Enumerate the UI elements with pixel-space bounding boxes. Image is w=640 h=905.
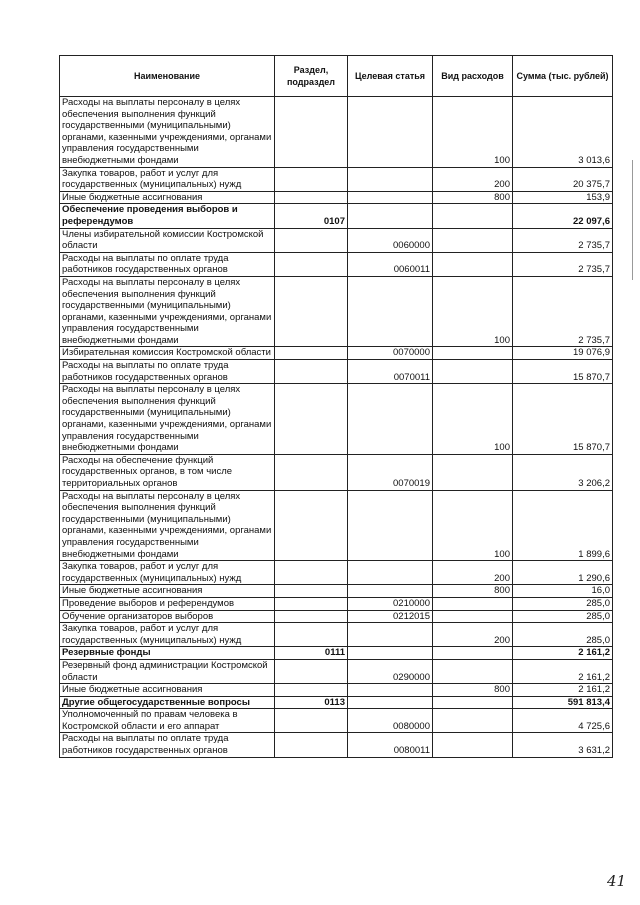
row-target-cell: 0070011 xyxy=(348,360,433,384)
row-name-cell: Избирательная комиссия Костромской области xyxy=(60,347,275,360)
table-row xyxy=(60,733,613,757)
row-name-cell: Расходы на выплаты персоналу в целях обеспечения выполнения функций государственными (муниципальными) органами, казенными учреждениями, органами управления государственными внебюджетными фондами xyxy=(60,276,275,347)
table-row xyxy=(60,561,613,585)
row-sum-cell: 16,0 xyxy=(513,585,613,598)
table-row xyxy=(60,167,613,191)
row-section-cell xyxy=(275,252,348,276)
row-sum-cell: 3 206,2 xyxy=(513,454,613,490)
row-name-cell: Иные бюджетные ассигнования xyxy=(60,585,275,598)
row-type-cell xyxy=(433,733,513,757)
row-name-cell: Расходы на выплаты по оплате труда работников государственных органов xyxy=(60,360,275,384)
row-section-cell xyxy=(275,384,348,455)
row-sum-cell: 15 870,7 xyxy=(513,384,613,455)
row-type-cell xyxy=(433,228,513,252)
row-type-cell: 100 xyxy=(433,490,513,561)
table-row xyxy=(60,647,613,660)
table-header-row xyxy=(60,56,613,97)
table-row xyxy=(60,684,613,697)
row-sum-cell: 591 813,4 xyxy=(513,696,613,709)
row-section-cell xyxy=(275,610,348,623)
table-row xyxy=(60,454,613,490)
row-type-cell: 100 xyxy=(433,276,513,347)
row-target-cell xyxy=(348,191,433,204)
row-name-cell: Другие общегосударственные вопросы xyxy=(60,696,275,709)
row-type-cell xyxy=(433,360,513,384)
row-sum-cell: 15 870,7 xyxy=(513,360,613,384)
row-target-cell: 0080011 xyxy=(348,733,433,757)
row-section-cell xyxy=(275,228,348,252)
row-name-cell: Резервный фонд администрации Костромской области xyxy=(60,659,275,683)
row-name-cell: Расходы на выплаты по оплате труда работников государственных органов xyxy=(60,733,275,757)
row-sum-cell: 153,9 xyxy=(513,191,613,204)
row-type-cell xyxy=(433,204,513,228)
row-sum-cell: 2 735,7 xyxy=(513,252,613,276)
row-target-cell: 0290000 xyxy=(348,659,433,683)
row-target-cell: 0070000 xyxy=(348,347,433,360)
table-row xyxy=(60,360,613,384)
row-section-cell xyxy=(275,561,348,585)
row-section-cell xyxy=(275,360,348,384)
row-name-cell: Расходы на выплаты по оплате труда работников государственных органов xyxy=(60,252,275,276)
table-row xyxy=(60,597,613,610)
header-name: Наименование xyxy=(60,56,275,97)
row-type-cell: 800 xyxy=(433,684,513,697)
row-target-cell xyxy=(348,561,433,585)
row-sum-cell: 2 735,7 xyxy=(513,228,613,252)
row-name-cell: Члены избирательной комиссии Костромской области xyxy=(60,228,275,252)
header-sum: Сумма (тыс. рублей) xyxy=(513,56,613,97)
row-name-cell: Иные бюджетные ассигнования xyxy=(60,684,275,697)
table-row xyxy=(60,252,613,276)
row-section-cell xyxy=(275,347,348,360)
row-sum-cell: 2 735,7 xyxy=(513,276,613,347)
row-target-cell xyxy=(348,490,433,561)
row-section-cell xyxy=(275,167,348,191)
row-type-cell: 200 xyxy=(433,623,513,647)
row-type-cell: 800 xyxy=(433,585,513,598)
table-row xyxy=(60,204,613,228)
row-name-cell: Иные бюджетные ассигнования xyxy=(60,191,275,204)
row-section-cell xyxy=(275,454,348,490)
row-name-cell: Закупка товаров, работ и услуг для государственных (муниципальных) нужд xyxy=(60,623,275,647)
row-name-cell: Обеспечение проведения выборов и референдумов xyxy=(60,204,275,228)
row-type-cell xyxy=(433,347,513,360)
row-target-cell: 0212015 xyxy=(348,610,433,623)
row-target-cell xyxy=(348,167,433,191)
row-type-cell xyxy=(433,252,513,276)
header-section: Раздел, подраздел xyxy=(275,56,348,97)
table-row xyxy=(60,490,613,561)
row-target-cell xyxy=(348,204,433,228)
table-row xyxy=(60,191,613,204)
row-type-cell xyxy=(433,647,513,660)
row-section-cell: 0113 xyxy=(275,696,348,709)
row-target-cell xyxy=(348,684,433,697)
row-name-cell: Проведение выборов и референдумов xyxy=(60,597,275,610)
row-name-cell: Закупка товаров, работ и услуг для государственных (муниципальных) нужд xyxy=(60,561,275,585)
table-row xyxy=(60,696,613,709)
row-name-cell: Расходы на выплаты персоналу в целях обеспечения выполнения функций государственными (муниципальными) органами, казенными учреждениями, органами управления государственными внебюджетными фондами xyxy=(60,384,275,455)
row-name-cell: Расходы на выплаты персоналу в целях обеспечения выполнения функций государственными (муниципальными) органами, казенными учреждениями, органами управления государственными внебюджетными фондами xyxy=(60,490,275,561)
row-sum-cell: 22 097,6 xyxy=(513,204,613,228)
row-type-cell xyxy=(433,610,513,623)
row-section-cell xyxy=(275,733,348,757)
table-row xyxy=(60,228,613,252)
row-target-cell xyxy=(348,276,433,347)
row-sum-cell: 3 631,2 xyxy=(513,733,613,757)
header-type: Вид расходов xyxy=(433,56,513,97)
row-sum-cell: 2 161,2 xyxy=(513,659,613,683)
row-target-cell xyxy=(348,97,433,168)
row-section-cell xyxy=(275,585,348,598)
table-row xyxy=(60,610,613,623)
table-row xyxy=(60,97,613,168)
row-sum-cell: 3 013,6 xyxy=(513,97,613,168)
row-name-cell: Уполномоченный по правам человека в Костромской области и его аппарат xyxy=(60,709,275,733)
row-section-cell xyxy=(275,191,348,204)
row-type-cell xyxy=(433,659,513,683)
row-sum-cell: 2 161,2 xyxy=(513,684,613,697)
row-type-cell: 200 xyxy=(433,561,513,585)
row-type-cell: 800 xyxy=(433,191,513,204)
table-row xyxy=(60,709,613,733)
row-target-cell: 0060011 xyxy=(348,252,433,276)
row-target-cell: 0060000 xyxy=(348,228,433,252)
row-sum-cell: 19 076,9 xyxy=(513,347,613,360)
row-target-cell: 0210000 xyxy=(348,597,433,610)
row-type-cell xyxy=(433,709,513,733)
row-type-cell xyxy=(433,696,513,709)
row-sum-cell: 20 375,7 xyxy=(513,167,613,191)
row-section-cell xyxy=(275,684,348,697)
row-section-cell: 0107 xyxy=(275,204,348,228)
header-target: Целевая статья xyxy=(348,56,433,97)
row-type-cell xyxy=(433,597,513,610)
row-sum-cell: 285,0 xyxy=(513,597,613,610)
row-section-cell xyxy=(275,597,348,610)
row-target-cell xyxy=(348,384,433,455)
table-row xyxy=(60,276,613,347)
table-row xyxy=(60,585,613,598)
row-name-cell: Закупка товаров, работ и услуг для государственных (муниципальных) нужд xyxy=(60,167,275,191)
row-sum-cell: 1 899,6 xyxy=(513,490,613,561)
row-section-cell xyxy=(275,623,348,647)
table-row xyxy=(60,384,613,455)
row-target-cell: 0080000 xyxy=(348,709,433,733)
row-target-cell xyxy=(348,585,433,598)
row-section-cell xyxy=(275,97,348,168)
row-sum-cell: 1 290,6 xyxy=(513,561,613,585)
table-row xyxy=(60,659,613,683)
row-type-cell xyxy=(433,454,513,490)
row-type-cell: 100 xyxy=(433,97,513,168)
row-target-cell: 0070019 xyxy=(348,454,433,490)
row-name-cell: Расходы на выплаты персоналу в целях обеспечения выполнения функций государственными (муниципальными) органами, казенными учреждениями, органами управления государственными внебюджетными фондами xyxy=(60,97,275,168)
row-section-cell xyxy=(275,490,348,561)
row-sum-cell: 285,0 xyxy=(513,610,613,623)
row-name-cell: Резервные фонды xyxy=(60,647,275,660)
row-sum-cell: 285,0 xyxy=(513,623,613,647)
row-section-cell xyxy=(275,276,348,347)
table-body xyxy=(60,97,613,758)
budget-table xyxy=(59,55,613,758)
scan-edge-line xyxy=(632,160,633,280)
row-section-cell xyxy=(275,659,348,683)
page-number: 41 xyxy=(607,872,627,890)
row-section-cell xyxy=(275,709,348,733)
row-sum-cell: 4 725,6 xyxy=(513,709,613,733)
row-sum-cell: 2 161,2 xyxy=(513,647,613,660)
row-name-cell: Расходы на обеспечение функций государственных органов, в том числе территориальных органов xyxy=(60,454,275,490)
row-type-cell: 200 xyxy=(433,167,513,191)
row-target-cell xyxy=(348,647,433,660)
table-row xyxy=(60,347,613,360)
row-name-cell: Обучение организаторов выборов xyxy=(60,610,275,623)
row-target-cell xyxy=(348,696,433,709)
row-section-cell: 0111 xyxy=(275,647,348,660)
row-type-cell: 100 xyxy=(433,384,513,455)
table-row xyxy=(60,623,613,647)
row-target-cell xyxy=(348,623,433,647)
